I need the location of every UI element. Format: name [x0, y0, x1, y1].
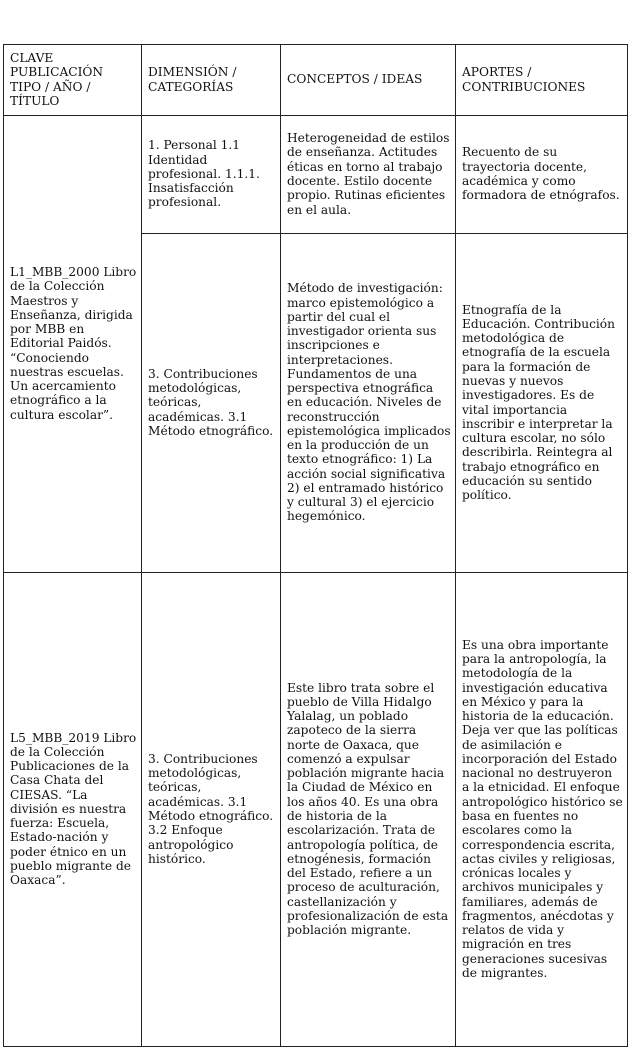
aportes-cell: [456, 116, 628, 234]
conceptos-text: Heterogeneidad de estilos de enseñanza. Actitudes éticas en torno al trabajo docente. Estilo docente propio. Rutinas eficientes en el aula.: [287, 131, 450, 217]
conceptos-cell: [281, 116, 456, 234]
aportes-cell: [456, 573, 628, 1047]
conceptos-text: Este libro trata sobre el pueblo de Villa Hidalgo Yalalag, un poblado zapoteco de la sierra norte de Oaxaca, que comenzó a expulsar población migrante hacia la Ciudad de México en los años 40. Es una obra de historia de la escolarización. Trata de antropología política, de etnogénesis, formación del Estado, refiere a un proceso de aculturación, castellanización y profesionalización de esta población migrante.: [287, 680, 449, 938]
conceptos-cell: [281, 573, 456, 1047]
clave-text: L1_MBB_2000 Libro de la Colección Maestros y Enseñanza, dirigida por MBB en Editorial Paidós. “Conociendo nuestras escuelas. Un acercamiento etnográfico a la cultura escolar”.: [10, 265, 137, 422]
conceptos-cell: [281, 234, 456, 573]
header-row: [4, 45, 628, 116]
aportes-text: Es una obra importante para la antropología, la metodología de la investigación educativa en México y para la historia de la educación. Deja ver que las políticas de asimilación e incorporación del Estado nacional no destruyeron a la etnicidad. El enfoque antropológico histórico se basa en fuentes no escolares como la correspondencia escrita, actas civiles y religiosas, crónicas locales y archivos municipales y familiares, además de fragmentos, anécdotas y relatos de vida y migración en tres generaciones sucesivas de migrantes.: [462, 637, 623, 980]
header-clave-text: CLAVE PUBLICACIÓN TIPO / AÑO / TÍTULO: [10, 50, 104, 108]
header-aportes-text: APORTES / CONTRIBUCIONES: [462, 65, 586, 94]
header-clave: [4, 45, 142, 116]
header-dimension: [142, 45, 281, 116]
dimension-text: 3. Contribuciones metodológicas, teóricas, académicas. 3.1 Método etnográfico. 3.2 Enfoque antropológico histórico.: [148, 751, 274, 866]
header-dimension-text: DIMENSIÓN / CATEGORÍAS: [148, 65, 237, 94]
dimension-cell: [142, 573, 281, 1047]
aportes-text: Recuento de su trayectoria docente, académica y como formadora de etnógrafos.: [462, 145, 620, 203]
table-row: [4, 573, 628, 1047]
clave-cell: [4, 116, 142, 573]
header-aportes: [456, 45, 628, 116]
dimension-cell: [142, 116, 281, 234]
publications-table: [3, 44, 628, 1047]
dimension-cell: [142, 234, 281, 573]
conceptos-text: Método de investigación: marco epistemológico a partir del cual el investigador orienta sus inscripciones e interpretaciones. Fundamentos de una perspectiva etnográfica en educación. Niveles de reconstrucción epistemológica implicados en la producción de un texto etnográfico: 1) La acción social significativa 2) el entramado histórico y cultural 3) el ejercicio hegemónico.: [287, 281, 451, 524]
aportes-cell: [456, 234, 628, 573]
clave-cell: [4, 573, 142, 1047]
dimension-text: 3. Contribuciones metodológicas, teóricas, académicas. 3.1 Método etnográfico.: [148, 366, 274, 438]
dimension-text: 1. Personal 1.1 Identidad profesional. 1.1.1. Insatisfacción profesional.: [148, 138, 260, 210]
header-conceptos-text: CONCEPTOS / IDEAS: [287, 72, 423, 87]
aportes-text: Etnografía de la Educación. Contribución metodológica de etnografía de la escuela para la formación de nuevas y nuevos investigadores. Es de vital importancia inscribir e interpretar la cultura escolar, no sólo describirla. Reintegra al trabajo etnográfico en educación su sentido político.: [462, 302, 615, 503]
clave-text: L5_MBB_2019 Libro de la Colección Publicaciones de la Casa Chata del CIESAS. “La división es nuestra fuerza: Escuela, Estado-nación y poder étnico en un pueblo migrante de Oaxaca”.: [10, 730, 137, 888]
table-row: [4, 116, 628, 234]
header-conceptos: [281, 45, 456, 116]
